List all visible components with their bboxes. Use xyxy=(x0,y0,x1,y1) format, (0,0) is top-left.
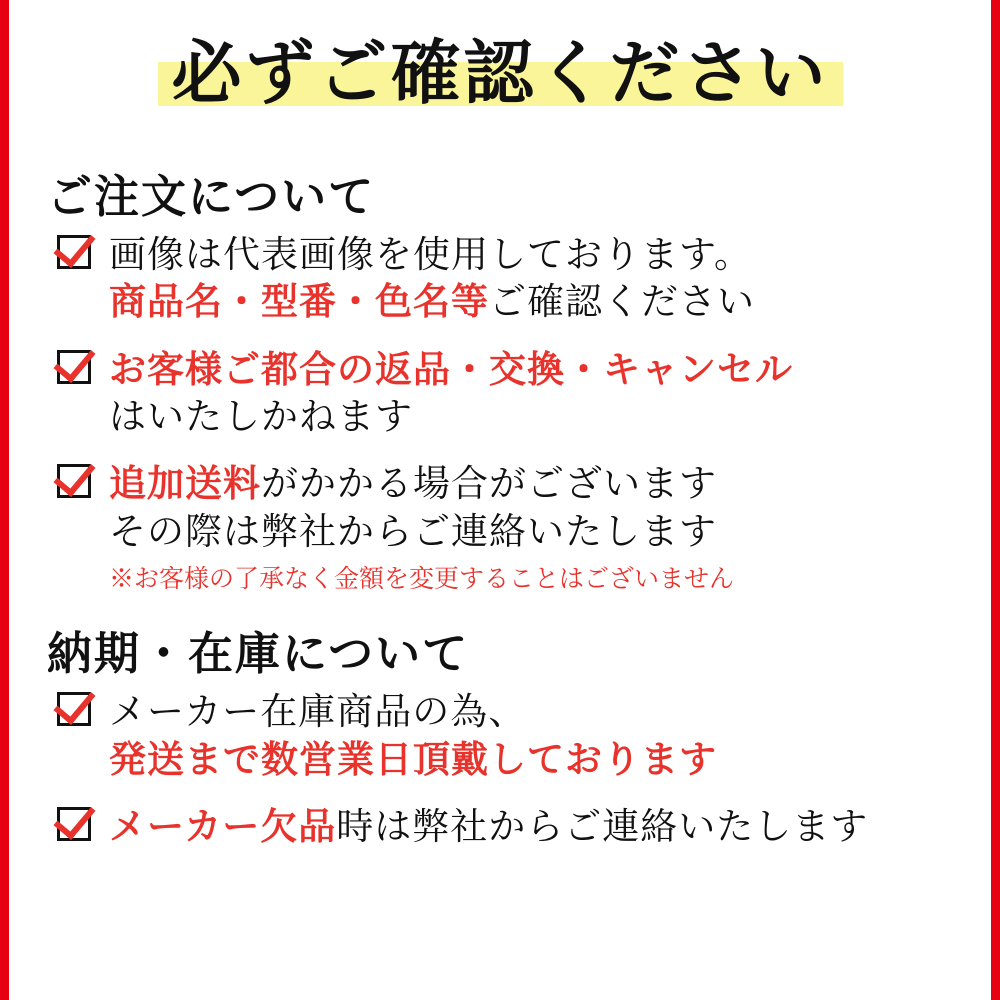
item-line: その際は弊社からご連絡いたします xyxy=(109,509,717,553)
item-line-rest: ご確認ください xyxy=(489,280,755,324)
item-line-rest: 時は弊社からご連絡いたします xyxy=(336,804,869,848)
item-line-emphasis: 追加送料 xyxy=(109,461,261,506)
list-item xyxy=(53,803,991,850)
item-line-emphasis: メーカー欠品 xyxy=(109,803,337,848)
item-line: お客様ご都合の返品・交換・キャンセル xyxy=(109,346,793,391)
item-line: メーカー在庫商品の為、 xyxy=(109,690,527,734)
notice-content xyxy=(9,0,991,1000)
item-line-emphasis: 商品名・型番・色名等 xyxy=(109,279,489,324)
item-line xyxy=(109,278,991,325)
page-title xyxy=(9,31,991,118)
item-line xyxy=(109,803,991,850)
list-item xyxy=(53,231,991,326)
item-line: 画像は代表画像を使用しております。 xyxy=(109,233,753,276)
checkbox-checked-icon xyxy=(57,807,91,841)
item-line: 発送まで数営業日頂戴しております xyxy=(109,736,717,781)
item-line: はいたしかねます xyxy=(109,395,413,439)
item-line-rest: がかかる場合がございます xyxy=(261,462,717,506)
checkbox-checked-icon xyxy=(57,464,91,498)
item-note: ※お客様の了承なく金額を変更することはございません xyxy=(109,564,735,594)
title-text: 必ずご確認ください xyxy=(171,31,829,114)
list-item xyxy=(53,346,991,441)
item-line xyxy=(109,460,991,507)
section-heading-delivery: 納期・在庫について xyxy=(47,627,470,681)
checkbox-checked-icon xyxy=(57,235,91,269)
list-item xyxy=(53,460,991,595)
list-item xyxy=(53,688,991,783)
checkbox-checked-icon xyxy=(57,350,91,384)
section-heading-order: ご注文について xyxy=(47,170,376,223)
checkbox-checked-icon xyxy=(57,692,91,726)
